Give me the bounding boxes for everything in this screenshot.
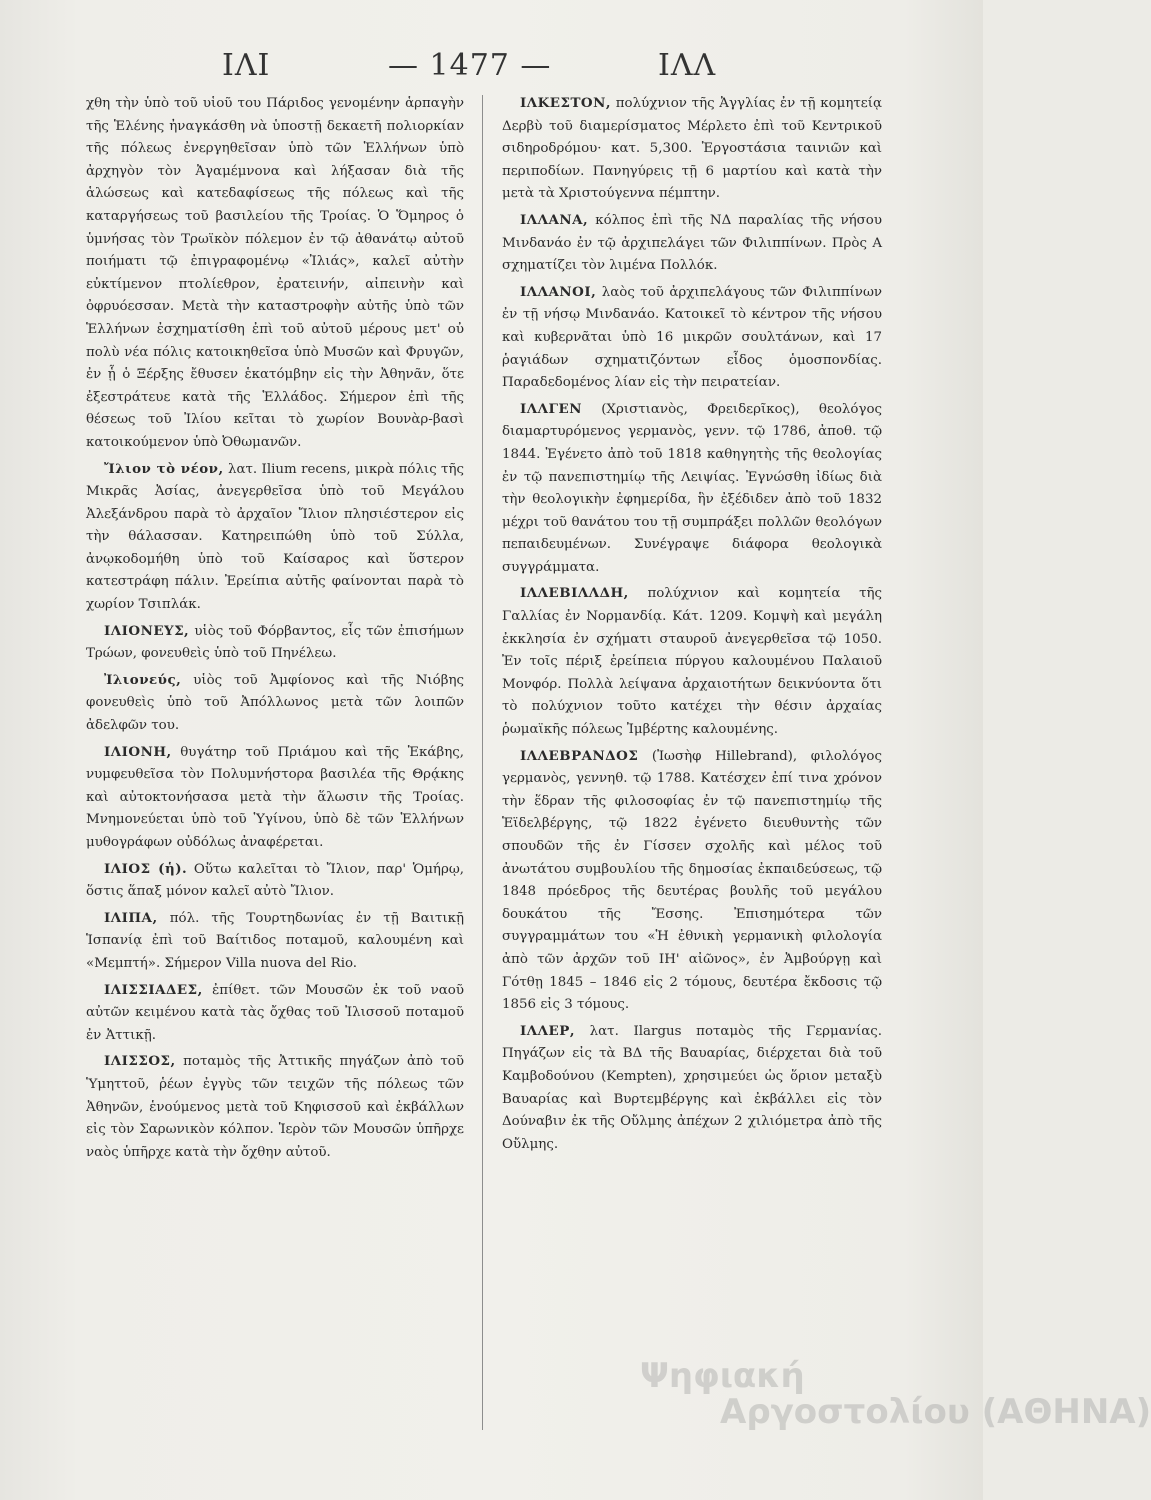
- dictionary-entry: ΙΛΛΑΝΟΙ, λαὸς τοῦ ἀρχιπελάγους τῶν Φιλιππίνων ἐν τῇ νήσῳ Μινδανάο. Κατοικεῖ τὸ κέντρον τῆς νήσου καὶ κυβερνᾶται ὑπὸ 16 μικρῶν σουλτάνων, καὶ 17 ῥαγιάδων σχηματιζόντων εἶδος ὁμοσπονδίας. Παραδεδομένος λίαν εἰς τὴν πειρατείαν.: [502, 283, 882, 391]
- dictionary-entry: ΙΛΙΟΝΗ, θυγάτηρ τοῦ Πριάμου καὶ τῆς Ἑκάβης, νυμφευθεῖσα τὸν Πολυμνήστορα βασιλέα τῆς Θρᾴκης καὶ αὐτοκτονήσασα μετὰ τὴν ἅλωσιν τῆς Τροίας. Μνημονεύεται ὑπὸ τοῦ Ὑγίνου, ὑπὸ δὲ τῶν Ἑλλήνων μυθογράφων οὐδόλως ἀναφέρεται.: [86, 743, 464, 850]
- dictionary-entry: Ἴλιον τὸ νέον, λατ. Ilium recens, μικρὰ πόλις τῆς Μικρᾶς Ἀσίας, ἀνεγερθεῖσα ὑπὸ τοῦ Μεγάλου Ἀλεξάνδρου παρὰ τὸ ἀρχαῖον Ἴλιον πλησιέστερον εἰς τὴν θάλασσαν. Κατηρειπώθη ὑπὸ τοῦ Σύλλα, ἀνῳκοδομήθη ὑπὸ τοῦ Καίσαρος καὶ ὕστερον κατεστράφη πάλιν. Ἐρείπια αὐτῆς φαίνονται παρὰ τὸ χωρίον Τσιπλάκ.: [86, 460, 464, 613]
- dictionary-entry: ΙΛΙΟΣ (ἡ). Οὕτω καλεῖται τὸ Ἴλιον, παρ' Ὁμήρῳ, ὅστις ἅπαξ μόνον καλεῖ αὐτὸ Ἴλιον.: [86, 860, 465, 900]
- page-number: — 1477 —: [388, 48, 552, 83]
- dictionary-entry: Ἰλιονεύς, υἱὸς τοῦ Ἀμφίονος καὶ τῆς Νιόβης φονευθεὶς ὑπὸ τοῦ Ἀπόλλωνος μετὰ τῶν λοιπῶν ἀδελφῶν του.: [86, 671, 464, 734]
- right-guide-word: ΙΛΛ: [658, 48, 717, 83]
- page-header: [0, 48, 983, 88]
- library-watermark: Ψηφιακή: [640, 1356, 805, 1396]
- left-column: [86, 92, 464, 1167]
- dictionary-entry: ΙΛΛΓΕΝ (Χριστιανὸς, Φρειδερῖκος), θεολόγος διαμαρτυρόμενος γερμανὸς, γενν. τῷ 1786, ἀποθ. τῷ 1844. Ἐγένετο ἀπὸ τοῦ 1818 καθηγητὴς τῆς θεολογίας ἐν τῷ πανεπιστημίῳ τῆς Λειψίας. Ἐγνώσθη ἰδίως διὰ τὴν θεολογικὴν ἐφημερίδα, ἣν ἐξέδιδεν ἀπὸ τοῦ 1832 μέχρι τοῦ θανάτου του τῇ συμπράξει πολλῶν θεολόγων πεπαιδευμένων. Συνέγραψε διάφορα θεολογικὰ συγγράμματα.: [502, 400, 883, 575]
- dictionary-entry: ΙΛΙΣΣΟΣ, ποταμὸς τῆς Ἀττικῆς πηγάζων ἀπὸ τοῦ Ὑμηττοῦ, ῥέων ἐγγὺς τῶν τειχῶν τῆς πόλεως τῶν Ἀθηνῶν, ἑνούμενος μετὰ τοῦ Κηφισσοῦ καὶ ἐκβάλλων εἰς τὸν Σαρωνικὸν κόλπον. Ἱερὸν τῶν Μουσῶν ὑπῆρχε ναὸς ὑπῆρχε κατὰ τὴν ὄχθην αὐτοῦ.: [86, 1053, 464, 1160]
- library-watermark-line2: Αργοστολίου (ΑΘΗΝΑ): [720, 1392, 1151, 1432]
- dictionary-entry: ΙΛΚΕΣΤΟΝ, πολύχνιον τῆς Ἀγγλίας ἐν τῇ κομητείᾳ Δερβὺ τοῦ διαμερίσματος Μέρλετο ἐπὶ τοῦ Κεντρικοῦ σιδηροδρόμου· κατ. 5,300. Ἐργοστάσια ταινιῶν καὶ περιποδίων. Πανηγύρεις τῇ 6 μαρτίου καὶ κατὰ τὴν μετὰ τὰ Χριστούγεννα πέμπτην.: [502, 95, 882, 202]
- right-column: [502, 92, 882, 1159]
- dictionary-entry: ΙΛΛΕΡ, λατ. Ilargus ποταμὸς τῆς Γερμανίας. Πηγάζων εἰς τὰ ΒΔ τῆς Βαυαρίας, διέρχεται διὰ τοῦ Καμβοδούνου (Kempten), χρησιμεύει ὡς ὅριον μεταξὺ Βαυαρίας καὶ Βυρτεμβέργης καὶ ἐκβάλλει εἰς τὸν Δούναβιν ἐκ τῆς Οὔλμης ἀπέχων 2 χιλιόμετρα ἀπὸ τῆς Οὔλμης.: [502, 1022, 882, 1152]
- left-guide-word: ΙΛΙ: [222, 48, 271, 83]
- dictionary-entry: ΙΛΛΕΒΡΑΝΔΟΣ (Ἰωσὴφ Hillebrand), φιλολόγος γερμανὸς, γεννηθ. τῷ 1788. Κατέσχεν ἐπί τινα χρόνον τὴν ἕδραν τῆς φιλοσοφίας ἐν τῷ πανεπιστημίῳ τῆς Ἑϊδελβέργης, τῷ 1822 ἐγένετο διευθυντὴς τῶν σπουδῶν τῆς ἐν Γίσσεν σχολῆς καὶ μέλος τοῦ ἀνωτάτου συμβουλίου τῆς δημοσίας ἐκπαιδεύσεως, τῷ 1848 πρόεδρος τῆς δευτέρας βουλῆς τοῦ μεγάλου δουκάτου τῆς Ἔσσης. Ἐπισημότερα τῶν συγγραμμάτων του «Ἡ ἐθνικὴ γερμανικὴ φιλολογία ἀπὸ τῶν ἀρχῶν τοῦ ΙΗ' αἰῶνος», ἐν Ἀμβούργῃ καὶ Γότθῃ 1845 – 1846 εἰς 2 τόμους, δευτέρα ἔκδοσις τῷ 1856 εἰς 3 τόμους.: [502, 747, 882, 1013]
- dictionary-entry: χθη τὴν ὑπὸ τοῦ υἱοῦ του Πάριδος γενομένην ἁρπαγὴν τῆς Ἑλένης ἠναγκάσθη νὰ ὑποστῇ δεκαετῆ πολιορκίαν τῆς πόλεως ἐνεργηθεῖσαν ὑπὸ τῶν Ἑλλήνων ὑπὸ ἀρχηγὸν τὸν Ἀγαμέμνονα καὶ λήξασαν διὰ τῆς ἁλώσεως καὶ κατεδαφίσεως τῆς πόλεως καὶ τῆς καταργήσεως τοῦ βασιλείου τῆς Τροίας. Ὁ Ὅμηρος ὁ ὑμνήσας τὸν Τρωϊκὸν πόλεμον ἐν τῷ ἀθανάτῳ αὐτοῦ ποιήματι τῷ ἐπιγραφομένῳ «Ἰλιάς», καλεῖ αὐτὴν εὐκτίμενον πτολίεθρον, ἐρατεινήν, αἰπεινὴν καὶ ὀφρυόεσσαν. Μετὰ τὴν καταστροφὴν αὐτῆς ὑπὸ τῶν Ἑλλήνων ἐσχηματίσθη ἐπὶ τοῦ αὐτοῦ μέρους μετ' οὐ πολὺ νέα πόλις κατοικηθεῖσα ὑπὸ Μυσῶν καὶ Φρυγῶν, ἐν ᾗ ὁ Ξέρξης ἔθυσεν ἑκατόμβην εἰς τὴν Ἀθηνᾶν, ὅτε ἐξεστράτευε κατὰ τῆς Ἑλλάδος. Σήμερον ἐπὶ τῆς θέσεως τοῦ Ἰλίου κεῖται τὸ χωρίον Βουνὰρ-βασὶ κατοικούμενον ὑπὸ Ὀθωμανῶν.: [86, 96, 464, 450]
- dictionary-entry: ΙΛΙΟΝΕΥΣ, υἱὸς τοῦ Φόρβαντος, εἷς τῶν ἐπισήμων Τρώων, φονευθεὶς ὑπὸ τοῦ Πηνέλεω.: [86, 622, 464, 662]
- dictionary-entry: ΙΛΙΣΣΙΑΔΕΣ, ἐπίθετ. τῶν Μουσῶν ἐκ τοῦ ναοῦ αὐτῶν κειμένου κατὰ τὰς ὄχθας τοῦ Ἰλισσοῦ ποταμοῦ ἐν Ἀττικῇ.: [86, 981, 464, 1043]
- dictionary-entry: ΙΛΙΠΑ, πόλ. τῆς Τουρτηδωνίας ἐν τῇ Βαιτικῇ Ἱσπανίᾳ ἐπὶ τοῦ Βαίτιδος ποταμοῦ, καλουμένη καὶ «Μεμπτή». Σήμερον Villa nuova del Rio.: [86, 909, 464, 971]
- column-divider: [482, 95, 483, 1430]
- dictionary-entry: ΙΛΛΕΒΙΛΛΔΗ, πολύχνιον καὶ κομητεία τῆς Γαλλίας ἐν Νορμανδίᾳ. Κάτ. 1209. Κομψὴ καὶ μεγάλη ἐκκλησία ἐν σχήματι σταυροῦ ἀνεγερθεῖσα τῷ 1050. Ἐν τοῖς πέριξ ἐρείπεια πύργου καλουμένου Παλαιοῦ Μονφόρ. Πολλὰ λείψανα ἀρχαιοτήτων δεικνύοντα ὅτι τὸ πολύχνιον τοῦτο κατέχει τὴν θέσιν ἀρχαίας ῥωμαϊκῆς πόλεως Ἰμβέρτης καλουμένης.: [502, 585, 882, 738]
- dictionary-entry: ΙΛΛΑΝΑ, κόλπος ἐπὶ τῆς ΝΔ παραλίας τῆς νήσου Μινδανάο ἐν τῷ ἀρχιπελάγει τῶν Φιλιππίνων. Πρὸς Α σχηματίζει τὸν λιμένα Πολλόκ.: [502, 211, 882, 274]
